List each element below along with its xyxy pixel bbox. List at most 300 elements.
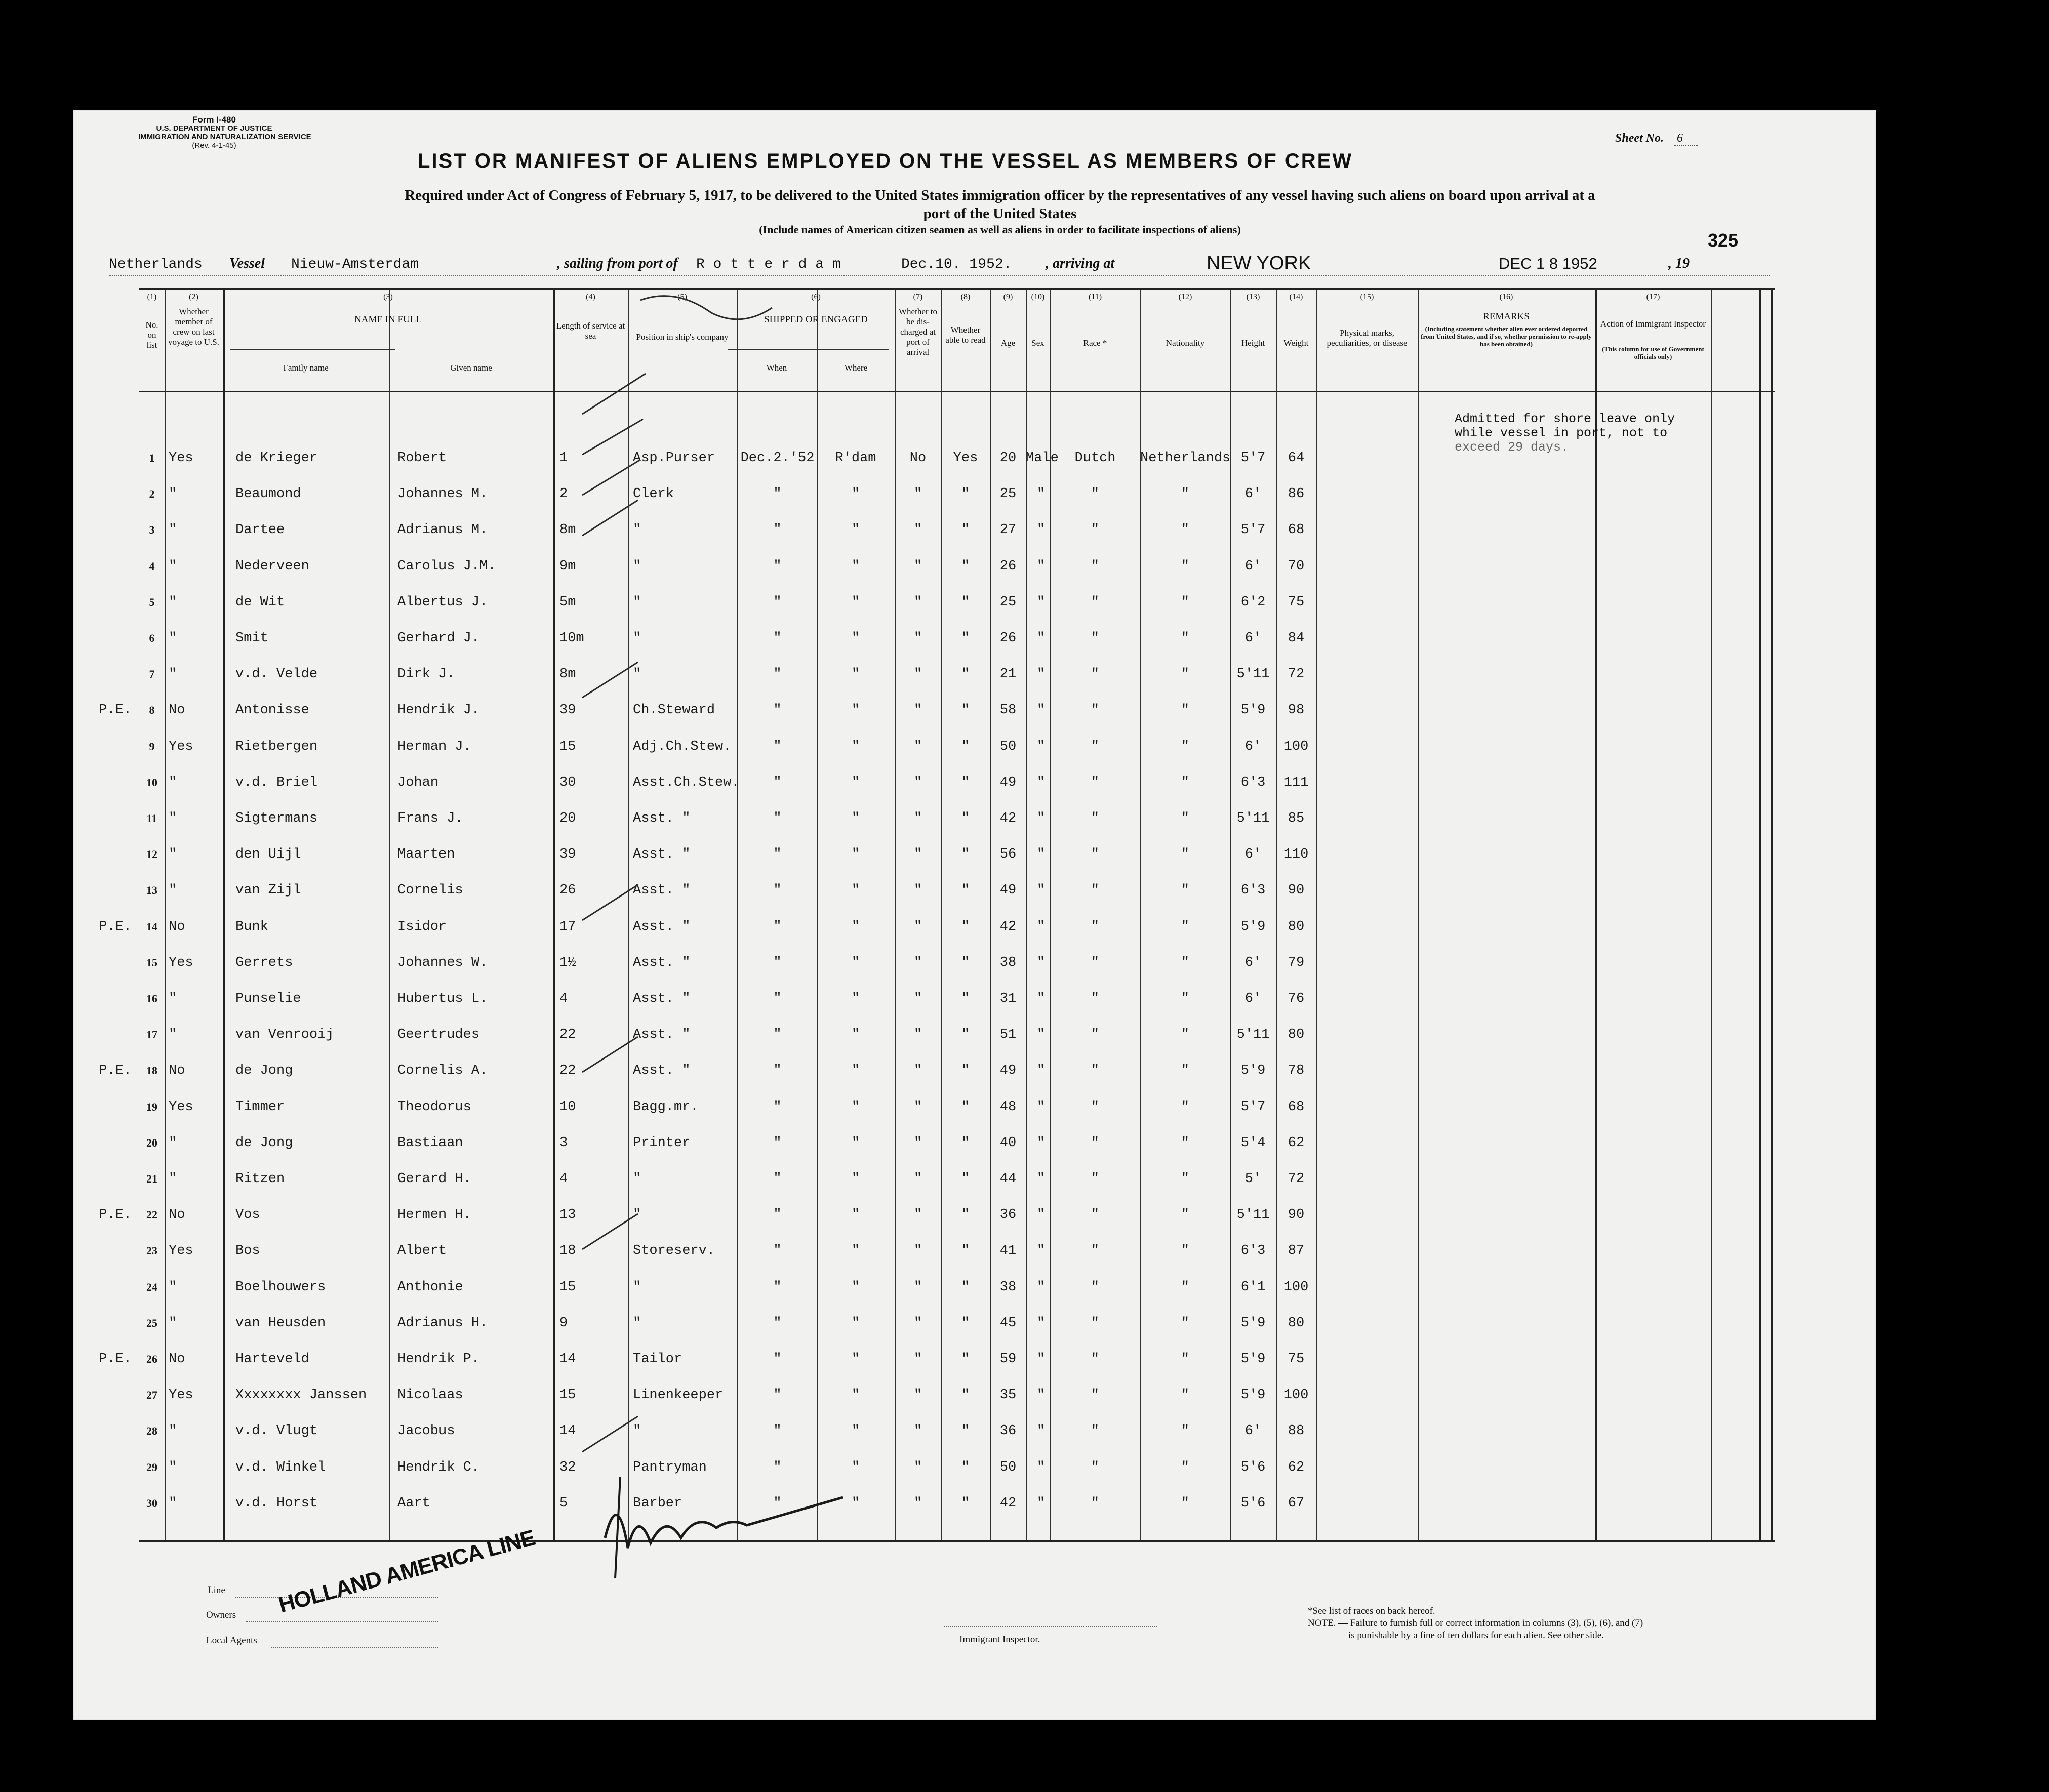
cell-given: Gerard H. bbox=[397, 1171, 471, 1187]
cell-position: Asst. " bbox=[633, 811, 691, 826]
cell-disch: " bbox=[913, 1171, 922, 1187]
cell-sex: " bbox=[1036, 883, 1046, 899]
cell-family: Harteveld bbox=[235, 1352, 309, 1367]
check-stroke bbox=[582, 460, 640, 495]
cell-crew: Yes bbox=[169, 1243, 193, 1259]
column-header-c3b: Given name bbox=[450, 363, 492, 373]
cell-where: " bbox=[851, 486, 860, 502]
column-header-c6: SHIPPED OR ENGAGED bbox=[764, 314, 868, 325]
cell-where: " bbox=[851, 1099, 860, 1115]
cell-race: " bbox=[1091, 1063, 1100, 1079]
cell-nat: " bbox=[1181, 703, 1190, 718]
cell-weight: 75 bbox=[1288, 1352, 1305, 1367]
cell-nat: " bbox=[1181, 1495, 1190, 1511]
cell-when: " bbox=[773, 1063, 782, 1079]
cell-position: Pantryman bbox=[633, 1459, 707, 1475]
cell-age: 42 bbox=[999, 1495, 1017, 1511]
cell-weight: 111 bbox=[1283, 775, 1309, 790]
cell-family: de Krieger bbox=[235, 451, 318, 466]
cell-age: 42 bbox=[999, 811, 1017, 826]
cell-read: " bbox=[961, 1315, 970, 1331]
cell-service: 14 bbox=[559, 1423, 576, 1439]
cell-nat: " bbox=[1181, 522, 1190, 538]
cell-read: " bbox=[961, 1459, 970, 1475]
cell-race: " bbox=[1091, 486, 1100, 502]
cell-age: 26 bbox=[999, 558, 1017, 574]
cell-crew: Yes bbox=[169, 739, 193, 754]
cell-nat: " bbox=[1181, 883, 1190, 899]
cell-given: Isidor bbox=[397, 919, 447, 934]
column-number: (3) bbox=[383, 293, 393, 301]
cell-weight: 88 bbox=[1288, 1423, 1305, 1439]
column-header-c12: Nationality bbox=[1166, 338, 1205, 348]
cell-age: 41 bbox=[999, 1243, 1017, 1259]
cell-sex: " bbox=[1036, 1063, 1046, 1079]
cell-given: Nicolaas bbox=[397, 1388, 463, 1403]
cell-age: 56 bbox=[999, 847, 1017, 863]
cell-no: 21 bbox=[146, 1172, 157, 1185]
cell-family: Nederveen bbox=[235, 558, 309, 574]
cell-weight: 80 bbox=[1288, 1027, 1305, 1043]
cell-given: Johan bbox=[397, 775, 439, 790]
cell-crew: Yes bbox=[169, 1099, 193, 1115]
column-header-c1: No. on list bbox=[145, 320, 158, 350]
cell-race: " bbox=[1091, 522, 1100, 538]
cell-height: 5'9 bbox=[1240, 1063, 1266, 1079]
cell-read: " bbox=[961, 486, 970, 502]
cell-height: 5'7 bbox=[1240, 451, 1266, 466]
cell-given: Geertrudes bbox=[397, 1027, 480, 1043]
cell-service: 2 bbox=[559, 486, 568, 502]
cell-where: R'dam bbox=[835, 451, 876, 466]
column-number: (14) bbox=[1289, 293, 1303, 301]
cell-nat: " bbox=[1181, 1279, 1190, 1295]
check-stroke bbox=[582, 885, 638, 920]
arriving-label: , arriving at bbox=[1046, 256, 1115, 271]
cell-when: " bbox=[773, 486, 782, 502]
column-number: (5) bbox=[677, 293, 687, 301]
cell-where: " bbox=[851, 1243, 860, 1259]
cell-height: 5'11 bbox=[1236, 1027, 1270, 1043]
cell-sex: " bbox=[1036, 594, 1046, 610]
cell-height: 6' bbox=[1244, 739, 1262, 754]
cell-where: " bbox=[851, 991, 860, 1006]
cell-family: van Zijl bbox=[235, 883, 301, 899]
column-header-c17: Action of Immigrant Inspector bbox=[1600, 319, 1706, 329]
cell-race: " bbox=[1091, 1243, 1100, 1259]
column-header-c11: Race * bbox=[1083, 338, 1107, 348]
cell-position: Adj.Ch.Stew. bbox=[633, 739, 732, 754]
cell-given: Herman J. bbox=[397, 739, 471, 754]
check-stroke bbox=[582, 1037, 638, 1072]
check-stroke bbox=[582, 419, 643, 455]
cell-nat: " bbox=[1181, 594, 1190, 610]
sailing-date: Dec.10. 1952. bbox=[901, 257, 1012, 272]
cell-height: 5'4 bbox=[1240, 1135, 1266, 1151]
cell-position: Asst. " bbox=[633, 1063, 691, 1079]
department-name: U.S. DEPARTMENT OF JUSTICE bbox=[156, 124, 272, 133]
column-number: (4) bbox=[586, 293, 595, 301]
column-number: (13) bbox=[1246, 293, 1260, 301]
cell-weight: 72 bbox=[1288, 1171, 1305, 1187]
cell-sex: " bbox=[1036, 1423, 1046, 1439]
cell-when: " bbox=[773, 919, 782, 934]
cell-service: 1½ bbox=[559, 955, 576, 970]
cell-position: Clerk bbox=[633, 486, 674, 502]
cell-service: 4 bbox=[559, 1171, 568, 1187]
cell-position: " bbox=[633, 1315, 641, 1331]
cell-height: 5'7 bbox=[1240, 522, 1266, 538]
column-number: (15) bbox=[1360, 293, 1374, 301]
cell-height: 6'3 bbox=[1240, 1243, 1266, 1259]
cell-given: Hendrik C. bbox=[397, 1459, 480, 1475]
cell-race: " bbox=[1091, 1315, 1100, 1331]
cell-age: 38 bbox=[999, 955, 1017, 970]
cell-sex: " bbox=[1036, 1171, 1046, 1187]
cell-service: 15 bbox=[559, 1388, 576, 1403]
cell-position: " bbox=[633, 631, 641, 646]
cell-age: 26 bbox=[999, 631, 1017, 646]
pe-marker: P.E. bbox=[99, 1352, 132, 1367]
cell-service: 10 bbox=[559, 1099, 576, 1115]
column-header-c7: Whether to be dis- charged at port of arrival bbox=[899, 307, 937, 357]
cell-crew: No bbox=[169, 1207, 185, 1223]
cell-where: " bbox=[851, 883, 860, 899]
cell-disch: " bbox=[913, 631, 922, 646]
cell-service: 9m bbox=[559, 558, 576, 574]
cell-crew: No bbox=[169, 1063, 185, 1079]
cell-where: " bbox=[851, 1423, 860, 1439]
cell-disch: " bbox=[913, 1423, 922, 1439]
cell-position: Asst. " bbox=[633, 919, 691, 934]
column-header-c14: Weight bbox=[1283, 338, 1309, 348]
cell-disch: " bbox=[913, 1315, 922, 1331]
cell-when: " bbox=[773, 811, 782, 826]
cell-race: " bbox=[1091, 883, 1100, 899]
cell-service: 14 bbox=[559, 1352, 576, 1367]
cell-family: v.d. Velde bbox=[235, 667, 318, 682]
cell-crew: Yes bbox=[169, 955, 193, 970]
cell-when: " bbox=[773, 1171, 782, 1187]
arrival-date: DEC 1 8 1952 bbox=[1499, 255, 1597, 272]
cell-service: 9 bbox=[559, 1315, 568, 1331]
cell-service: 18 bbox=[559, 1243, 576, 1259]
cell-age: 59 bbox=[999, 1352, 1017, 1367]
cell-position: Tailor bbox=[633, 1352, 682, 1367]
cell-service: 5m bbox=[559, 594, 576, 610]
cell-height: 6' bbox=[1244, 847, 1262, 863]
cell-service: 17 bbox=[559, 919, 576, 934]
cell-given: Cornelis bbox=[397, 883, 463, 899]
column-header-c4: Length of service at sea bbox=[556, 321, 625, 341]
cell-nat: " bbox=[1181, 1352, 1190, 1367]
cell-when: " bbox=[773, 1135, 782, 1151]
cell-family: v.d. Horst bbox=[235, 1495, 318, 1511]
cell-disch: " bbox=[913, 1063, 922, 1079]
cell-given: Aart bbox=[397, 1495, 430, 1511]
cell-given: Bastiaan bbox=[397, 1135, 463, 1151]
cell-weight: 85 bbox=[1288, 811, 1305, 826]
cell-nat: " bbox=[1181, 775, 1190, 790]
cell-family: Xxxxxxxx Janssen bbox=[235, 1388, 367, 1403]
cell-weight: 68 bbox=[1288, 1099, 1305, 1115]
cell-read: " bbox=[961, 955, 970, 970]
cell-race: " bbox=[1091, 919, 1100, 934]
cell-nat: " bbox=[1181, 1135, 1190, 1151]
check-stroke bbox=[582, 1416, 638, 1452]
inspector-label: Immigrant Inspector. bbox=[959, 1634, 1040, 1645]
cell-height: 6'3 bbox=[1240, 883, 1266, 899]
cell-no: 30 bbox=[146, 1496, 157, 1510]
penalty-note-cont: is punishable by a fine of ten dollars for each alien. See other side. bbox=[1348, 1630, 1604, 1641]
cell-where: " bbox=[851, 667, 860, 682]
cell-position: Asst. " bbox=[633, 883, 691, 899]
cell-position: " bbox=[633, 594, 641, 610]
cell-when: " bbox=[773, 1388, 782, 1403]
cell-service: 8m bbox=[559, 522, 576, 538]
holland-america-stamp: HOLLAND AMERICA LINE bbox=[276, 1525, 538, 1618]
cell-read: " bbox=[961, 594, 970, 610]
cell-weight: 68 bbox=[1288, 522, 1305, 538]
cell-service: 5 bbox=[559, 1495, 568, 1511]
page-number: 325 bbox=[1708, 230, 1739, 251]
cell-when: " bbox=[773, 775, 782, 790]
cell-position: Printer bbox=[633, 1135, 691, 1151]
cell-no: 14 bbox=[146, 920, 157, 933]
cell-given: Cornelis A. bbox=[397, 1063, 488, 1079]
cell-given: Albertus J. bbox=[397, 594, 488, 610]
cell-service: 32 bbox=[559, 1459, 576, 1475]
check-stroke bbox=[582, 500, 638, 536]
cell-sex: " bbox=[1036, 1495, 1046, 1511]
cell-when: " bbox=[773, 1279, 782, 1295]
cell-family: den Uijl bbox=[235, 847, 301, 863]
cell-sex: " bbox=[1036, 1388, 1046, 1403]
cell-position: " bbox=[633, 1171, 641, 1187]
cell-service: 39 bbox=[559, 847, 576, 863]
sheet-label: Sheet No. bbox=[1615, 132, 1664, 145]
cell-nat: " bbox=[1181, 1459, 1190, 1475]
cell-race: " bbox=[1091, 1135, 1100, 1151]
remarks-line-3: exceed 29 days. bbox=[1455, 440, 1569, 455]
cell-given: Maarten bbox=[397, 847, 455, 863]
cell-no: 12 bbox=[146, 848, 157, 861]
cell-position: Linenkeeper bbox=[633, 1388, 724, 1403]
cell-read: " bbox=[961, 883, 970, 899]
cell-read: " bbox=[961, 1279, 970, 1295]
cell-race: " bbox=[1091, 1027, 1100, 1043]
cell-disch: " bbox=[913, 919, 922, 934]
cell-age: 38 bbox=[999, 1279, 1017, 1295]
cell-weight: 100 bbox=[1283, 1279, 1309, 1295]
cell-position: " bbox=[633, 667, 641, 682]
cell-where: " bbox=[851, 955, 860, 970]
cell-sex: " bbox=[1036, 1135, 1046, 1151]
cell-position: Asst. " bbox=[633, 955, 691, 970]
service-check-strokes bbox=[582, 296, 772, 1452]
cell-no: 10 bbox=[146, 776, 157, 789]
cell-height: 5'6 bbox=[1240, 1459, 1266, 1475]
cell-read: " bbox=[961, 1171, 970, 1187]
races-note: *See list of races on back hereof. bbox=[1308, 1606, 1435, 1616]
column-number: (17) bbox=[1646, 293, 1660, 301]
cell-position: Asst.Ch.Stew. bbox=[633, 775, 740, 790]
cell-age: 21 bbox=[999, 667, 1017, 682]
cell-when: " bbox=[773, 703, 782, 718]
cell-crew: " bbox=[169, 558, 177, 574]
cell-disch: " bbox=[913, 1027, 922, 1043]
cell-nat: " bbox=[1181, 1207, 1190, 1223]
sailing-port: R o t t e r d a m bbox=[696, 257, 841, 272]
cell-when: Dec.2.'52 bbox=[740, 451, 815, 466]
inspector-signature-rule bbox=[944, 1626, 1157, 1627]
column-header-c3: NAME IN FULL bbox=[354, 314, 422, 325]
cell-nat: " bbox=[1181, 558, 1190, 574]
cell-race: Dutch bbox=[1074, 451, 1116, 466]
cell-no: 7 bbox=[149, 668, 155, 681]
cell-disch: " bbox=[913, 522, 922, 538]
column-header-c8: Whether able to read bbox=[945, 325, 986, 345]
cell-when: " bbox=[773, 991, 782, 1006]
cell-height: 5'7 bbox=[1240, 1099, 1266, 1115]
cell-family: Beaumond bbox=[235, 486, 301, 502]
cell-when: " bbox=[773, 739, 782, 754]
cell-age: 25 bbox=[999, 594, 1017, 610]
cell-crew: No bbox=[169, 1352, 185, 1367]
cell-when: " bbox=[773, 1352, 782, 1367]
cell-race: " bbox=[1091, 1099, 1100, 1115]
cell-when: " bbox=[773, 1423, 782, 1439]
cell-weight: 72 bbox=[1288, 667, 1305, 682]
pe-marker: P.E. bbox=[99, 1207, 132, 1223]
column-header-c13: Height bbox=[1241, 338, 1265, 348]
cell-position: Asst. " bbox=[633, 1027, 691, 1043]
cell-crew: Yes bbox=[169, 451, 193, 466]
cell-no: 2 bbox=[149, 487, 155, 501]
cell-service: 22 bbox=[559, 1027, 576, 1043]
cell-nat: " bbox=[1181, 631, 1190, 646]
cell-race: " bbox=[1091, 739, 1100, 754]
cell-where: " bbox=[851, 1315, 860, 1331]
cell-read: " bbox=[961, 991, 970, 1006]
cell-given: Gerhard J. bbox=[397, 631, 480, 646]
cell-family: Dartee bbox=[235, 522, 285, 538]
cell-age: 50 bbox=[999, 1459, 1017, 1475]
cell-disch: " bbox=[913, 1243, 922, 1259]
cell-family: Punselie bbox=[235, 991, 301, 1006]
note-label: NOTE. bbox=[1308, 1618, 1336, 1628]
cell-crew: " bbox=[169, 775, 177, 790]
cell-given: Johannes M. bbox=[397, 486, 488, 502]
arrival-port: NEW YORK bbox=[1207, 253, 1311, 274]
cell-weight: 79 bbox=[1288, 955, 1305, 970]
column-header-c6a: When bbox=[766, 363, 787, 373]
cell-sex: " bbox=[1036, 1279, 1046, 1295]
manifest-sheet bbox=[73, 110, 1876, 1720]
cell-no: 25 bbox=[146, 1316, 157, 1329]
cell-crew: " bbox=[169, 1135, 177, 1151]
cell-when: " bbox=[773, 667, 782, 682]
cell-height: 6' bbox=[1244, 991, 1262, 1006]
cell-sex: " bbox=[1036, 991, 1046, 1006]
cell-when: " bbox=[773, 558, 782, 574]
cell-read: " bbox=[961, 1495, 970, 1511]
column-header-c2: Whether member of crew on last voyage to U.S. bbox=[168, 307, 220, 347]
cell-service: 22 bbox=[559, 1063, 576, 1079]
cell-given: Hendrik P. bbox=[397, 1352, 480, 1367]
cell-sex: " bbox=[1036, 775, 1046, 790]
column-number: (9) bbox=[1003, 293, 1013, 301]
cell-sex: " bbox=[1036, 558, 1046, 574]
cell-where: " bbox=[851, 1171, 860, 1187]
cell-position: " bbox=[633, 1207, 641, 1223]
column-number: (8) bbox=[960, 293, 971, 301]
cell-family: Bunk bbox=[235, 919, 268, 934]
cell-crew: " bbox=[169, 1459, 177, 1475]
cell-given: Anthonie bbox=[397, 1279, 463, 1295]
cell-nat: " bbox=[1181, 847, 1190, 863]
cell-sex: " bbox=[1036, 1352, 1046, 1367]
service-name: IMMIGRATION AND NATURALIZATION SERVICE bbox=[138, 133, 311, 141]
cell-given: Hendrik J. bbox=[397, 703, 480, 718]
penalty-note bbox=[1308, 1617, 1643, 1630]
cell-crew: " bbox=[169, 631, 177, 646]
footer-owners-rule bbox=[246, 1621, 438, 1622]
column-header-c17_note: (This column for use of Government officials only) bbox=[1602, 345, 1704, 360]
column-number: (10) bbox=[1031, 293, 1045, 301]
cell-disch: " bbox=[913, 775, 922, 790]
cell-given: Theodorus bbox=[397, 1099, 471, 1115]
cell-position: " bbox=[633, 1279, 641, 1295]
cell-nat: Netherlands bbox=[1140, 451, 1231, 466]
cell-family: Vos bbox=[235, 1207, 260, 1223]
cell-where: " bbox=[851, 1207, 860, 1223]
cell-race: " bbox=[1091, 703, 1100, 718]
cell-race: " bbox=[1091, 1279, 1100, 1295]
footer-agents-rule bbox=[271, 1647, 438, 1648]
cell-disch: No bbox=[909, 451, 927, 466]
cell-service: 15 bbox=[559, 739, 576, 754]
column-number: (16) bbox=[1499, 293, 1513, 301]
cell-sex: " bbox=[1036, 1207, 1046, 1223]
cell-weight: 62 bbox=[1288, 1135, 1305, 1151]
cell-where: " bbox=[851, 775, 860, 790]
cell-crew: " bbox=[169, 1315, 177, 1331]
cell-disch: " bbox=[913, 1207, 922, 1223]
cell-weight: 100 bbox=[1283, 739, 1309, 754]
cell-no: 15 bbox=[146, 956, 157, 969]
cell-no: 3 bbox=[149, 523, 155, 537]
cell-no: 23 bbox=[146, 1244, 157, 1257]
column-header-c16: REMARKS bbox=[1483, 311, 1530, 322]
cell-where: " bbox=[851, 1352, 860, 1367]
cell-family: v.d. Winkel bbox=[235, 1459, 326, 1475]
cell-sex: " bbox=[1036, 739, 1046, 754]
cell-nat: " bbox=[1181, 1063, 1190, 1079]
cell-crew: " bbox=[169, 486, 177, 502]
check-stroke bbox=[582, 1214, 638, 1249]
cell-where: " bbox=[851, 594, 860, 610]
cell-service: 20 bbox=[559, 811, 576, 826]
check-stroke bbox=[582, 374, 646, 414]
cell-age: 25 bbox=[999, 486, 1017, 502]
cell-where: " bbox=[851, 1063, 860, 1079]
cell-no: 9 bbox=[149, 740, 155, 753]
cell-weight: 76 bbox=[1288, 991, 1305, 1006]
cell-read: Yes bbox=[953, 451, 978, 466]
cell-where: " bbox=[851, 739, 860, 754]
subtitle-line-3: (Include names of American citizen seamen as well as aliens in order to facilitate inspections of aliens) bbox=[759, 223, 1241, 236]
